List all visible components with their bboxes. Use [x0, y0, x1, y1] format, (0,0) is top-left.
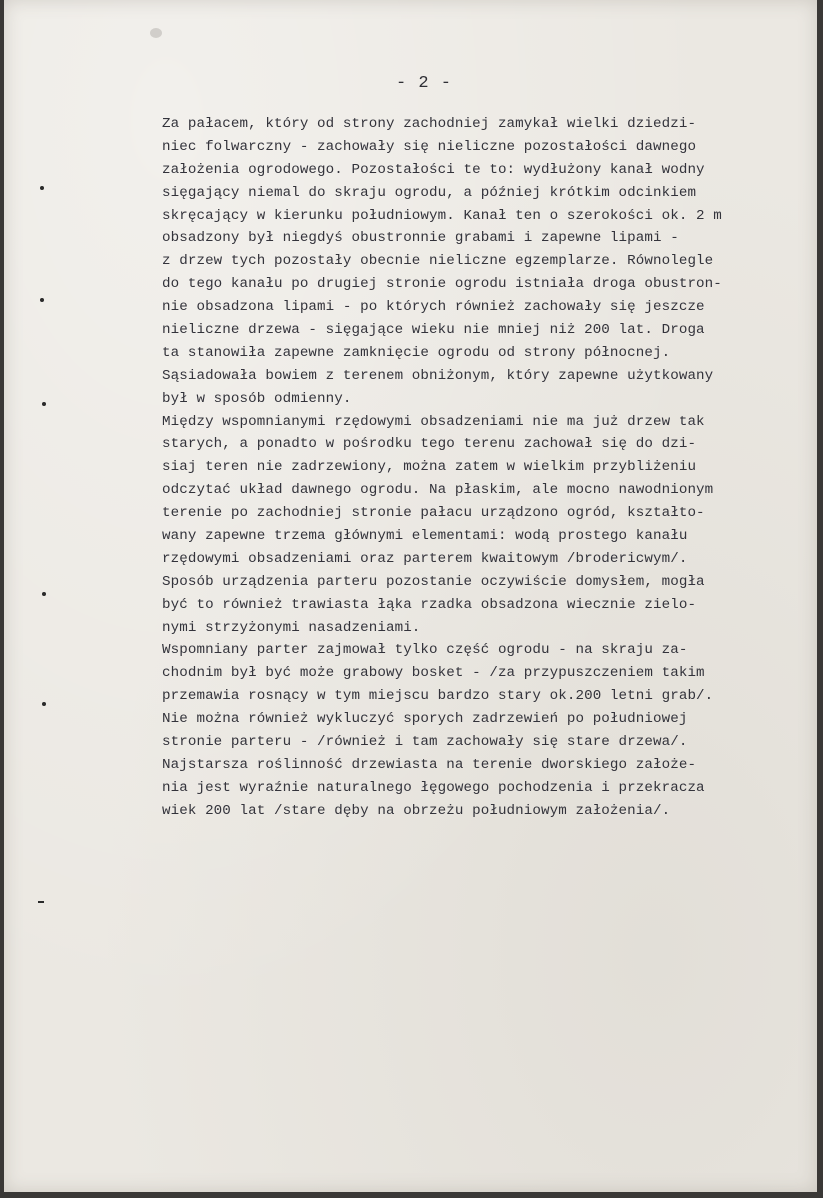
text-line: siaj teren nie zadrzewiony, można zatem w wielkim przybliżeniu [162, 459, 697, 476]
text-line: skręcający w kierunku południowym. Kanał ten o szerokości ok. 2 m [162, 207, 722, 224]
text-line: założenia ogrodowego. Pozostałości te to: wydłużony kanał wodny [162, 161, 705, 178]
text-line: nie obsadzona lipami - po których również zachowały się jeszcze [162, 299, 705, 316]
text-line: obsadzony był niegdyś obustronnie grabami i zapewne lipami - [162, 230, 679, 247]
text-line: niec folwarczny - zachowały się nieliczne pozostałości dawnego [162, 138, 697, 155]
text-line: był w sposób odmienny. [162, 390, 352, 407]
text-line: nia jest wyraźnie naturalnego łęgowego pochodzenia i przekracza [162, 779, 705, 796]
margin-dot [40, 298, 44, 302]
text-line: rzędowymi obsadzeniami oraz parterem kwaitowym /brodericwym/. [162, 550, 688, 567]
margin-dot [42, 592, 46, 596]
document-page [4, 0, 817, 1192]
text-line: nieliczne drzewa - sięgające wieku nie mniej niż 200 lat. Droga [162, 322, 705, 339]
text-line: wany zapewne trzema głównymi elementami: wodą prostego kanału [162, 528, 688, 545]
text-line: do tego kanału po drugiej stronie ogrodu istniała droga obustron- [162, 276, 722, 293]
text-line: Za pałacem, który od strony zachodniej zamykał wielki dziedzi- [162, 116, 697, 132]
margin-dot [42, 402, 46, 406]
text-line: Nie można również wykluczyć sporych zadrzewień po południowej [162, 711, 688, 728]
text-line: Najstarsza roślinność drzewiasta na terenie dworskiego założe- [162, 756, 697, 773]
text-line: wiek 200 lat /stare dęby na obrzeżu południowym założenia/. [162, 802, 671, 819]
text-line: być to również trawiasta łąka rzadka obsadzona wiecznie zielo- [162, 596, 697, 613]
text-line: Sposób urządzenia parteru pozostanie oczywiście domysłem, mogła [162, 573, 705, 590]
text-line: terenie po zachodniej stronie pałacu urządzono ogród, kształto- [162, 505, 705, 522]
text-line: przemawia rosnący w tym miejscu bardzo stary ok.200 letni grab/. [162, 688, 714, 705]
text-line: ta stanowiła zapewne zamknięcie ogrodu od strony północnej. [162, 344, 671, 361]
text-line: Między wspomnianymi rzędowymi obsadzeniami nie ma już drzew tak [162, 413, 705, 430]
body-text [162, 113, 802, 823]
text-line: odczytać układ dawnego ogrodu. Na płaskim, ale mocno nawodnionym [162, 482, 714, 499]
text-line: starych, a ponadto w pośrodku tego terenu zachował się do dzi- [162, 436, 697, 453]
text-line: nymi strzyżonymi nasadzeniami. [162, 619, 421, 636]
page-number: - 2 - [396, 74, 453, 93]
text-line: Wspomniany parter zajmował tylko część ogrodu - na skraju za- [162, 642, 688, 659]
margin-dash [38, 901, 44, 903]
paper-smudge [150, 28, 162, 38]
margin-dot [42, 702, 46, 706]
text-line: sięgający niemal do skraju ogrodu, a później krótkim odcinkiem [162, 184, 697, 201]
text-line: z drzew tych pozostały obecnie nieliczne egzemplarze. Równolegle [162, 253, 714, 270]
text-line: stronie parteru - /również i tam zachowały się stare drzewa/. [162, 734, 688, 751]
text-line: chodnim był być może grabowy bosket - /za przypuszczeniem takim [162, 665, 705, 682]
margin-dot [40, 186, 44, 190]
text-line: Sąsiadowała bowiem z terenem obniżonym, który zapewne użytkowany [162, 367, 714, 384]
